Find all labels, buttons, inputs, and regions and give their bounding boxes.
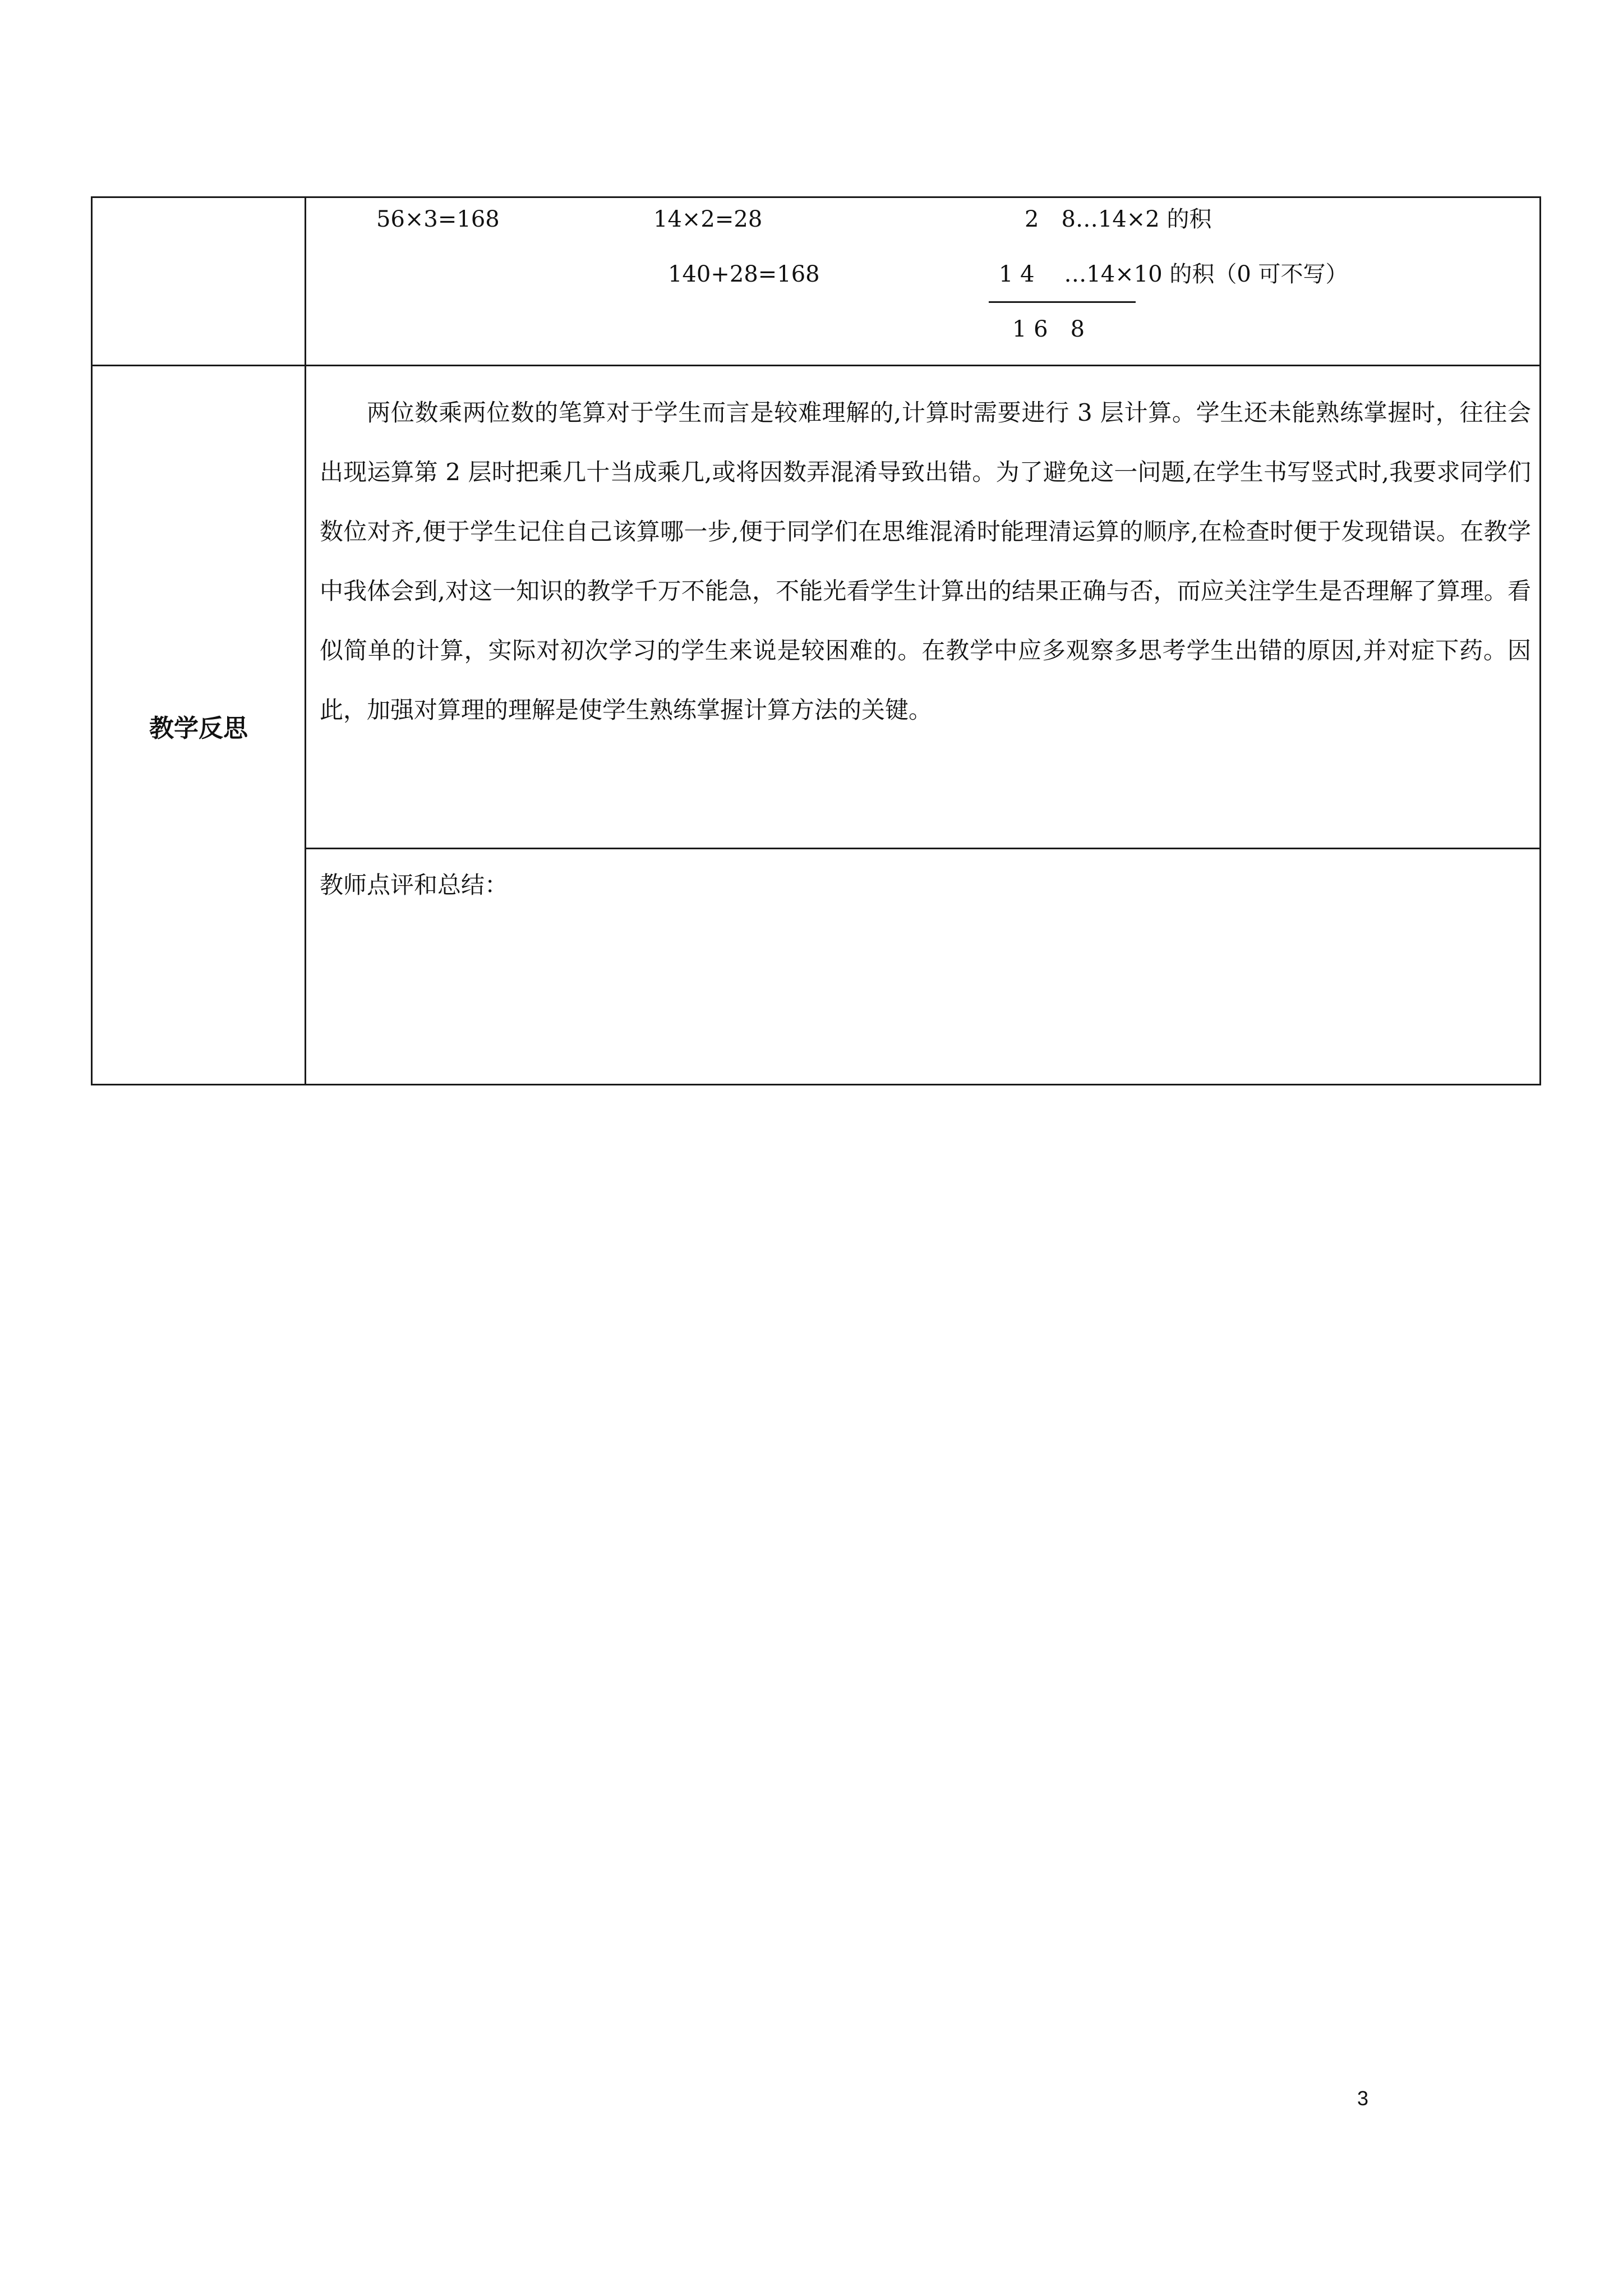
calc-method1: 56×3=168 xyxy=(376,206,500,232)
vertical-row-partial-1: 2 8…14×2 的积 xyxy=(1025,206,1212,232)
reflection-paragraph: 两位数乘两位数的笔算对于学生而言是较难理解的,计算时需要进行 3 层计算。学生还未能熟练掌握时，往往会出现运算第 2 层时把乘几十当成乘几,或将因数弄混淆导致出错。为了避免这一问题,在学生书写竖式时,我要求同学们数位对齐,便于学生记住自己该算哪一步,便于同学们在思维混淆时能理清运算的顺序,在检查时便于发现错误。在教学中我体会到,对这一知识的教学千万不能急，不能光看学生计算出的结果正确与否，而应关注学生是否理解了算理。看似简单的计算，实际对初次学习的学生来说是较困难的。在教学中应多观察多思考学生出错的原因,并对症下药。因此，加强对算理的理解是使学生熟练掌握计算方法的关键。 xyxy=(320,399,1531,724)
calc-method2-step1: 14×2=28 xyxy=(653,206,763,232)
vertical-result: 1 6 8 xyxy=(1012,316,1085,342)
calc-method2-step2: 140+28=168 xyxy=(668,261,820,287)
teacher-comment-label: 教师点评和总结： xyxy=(320,871,509,899)
lesson-table xyxy=(91,196,1541,1085)
vertical-row-partial-2: 1 4 …14×10 的积（0 可不写） xyxy=(999,261,1348,287)
row-divider xyxy=(93,365,1539,366)
page-number: 3 xyxy=(1357,2087,1369,2110)
vertical-sum-line xyxy=(989,301,1136,303)
column-divider xyxy=(305,198,306,1084)
comment-row-divider xyxy=(305,848,1539,849)
reflection-label: 教学反思 xyxy=(149,714,248,743)
